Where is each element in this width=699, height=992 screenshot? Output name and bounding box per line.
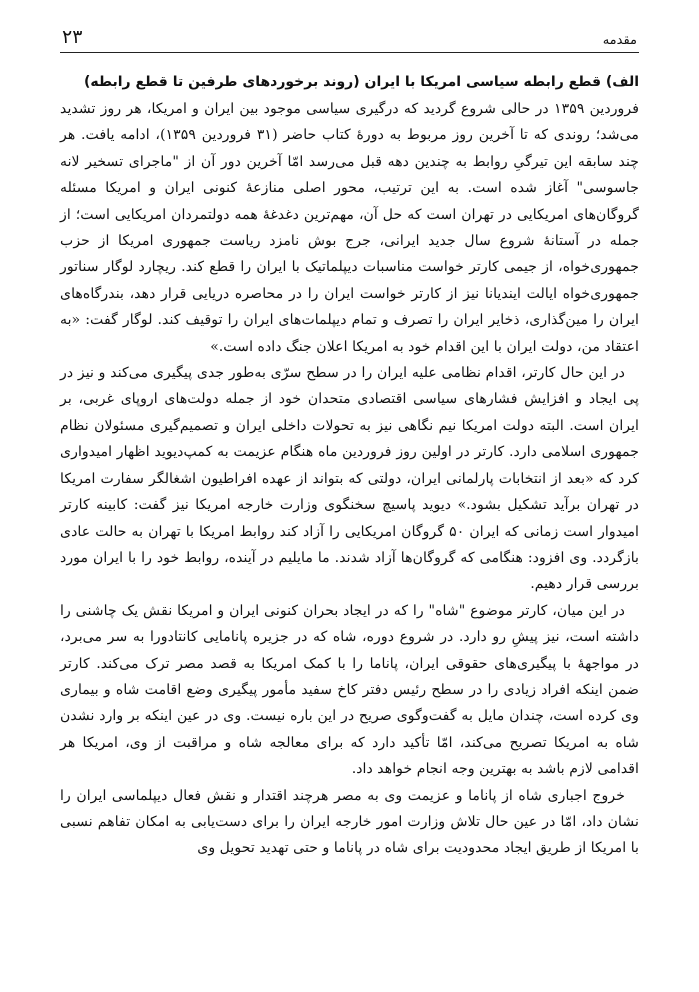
section-heading: الف) قطع رابطه سیاسی امریکا با ایران (روند برخوردهای طرفین تا قطع رابطه) [83, 74, 639, 90]
chapter-title: مقدمه [602, 33, 637, 48]
book-page [60, 20, 639, 862]
paragraph-4: خروج اجباری شاه از پاناما و عزیمت وی به مصر هرچند اقتدار و نقش فعال دیپلماسی ایران را نشان داد، امّا در عین حال تلاش وزارت امور خارجه ایران را برای دست‌یابی به امکان تفاهم نسبی با امریکا از طریق ایجاد محدودیت برای شاه در پاناما و حتی تهدید تحویل وی [60, 787, 639, 857]
running-header [60, 20, 639, 53]
page-number: ۲۳ [62, 26, 83, 48]
paragraph-2: در این حال کارتر، اقدام نظامی علیه ایران را در سطح سرّی به‌طور جدی پیگیری می‌کند و نیز در پی ایجاد و افزایش فشارهای سیاسی اقتصادی متحدان خود از جمله دولت‌های اروپای غربی، بر ایران است. البته دولت امریکا نیم نگاهی نیز به تحولات داخلی ایران و تصمیم‌گیری مسئولان نظام جمهوری اسلامی دارد. کارتر در اولین روز فروردین ماه هنگام عزیمت به کمپ‌دیوید اظهار امیدواری کرد که «بعد از انتخابات پارلمانی ایران، دولتی که بتواند از عهده افراطیون اشغالگر سفارت امریکا در تهران برآید تشکیل بشود.» دیوید پاسیچ سخنگوی وزارت خارجه امریکا نیز گفت: کابینه کارتر امیدوار است زمانی که ایران ۵۰ گروگان امریکایی را آزاد کند روابط امریکا با تهران به حالت عادی بازگردد. وی افزود: هنگامی که گروگان‌ها آزاد شدند. ما مایلیم در آینده، روابط خود را با ایران مورد بررسی قرار دهیم. [60, 365, 639, 593]
paragraph-3: در این میان، کارتر موضوع "شاه" را که در ایجاد بحران کنونی ایران و امریکا نقش یک چاشنی را داشته است، نیز پیشِ رو دارد. در شروع دوره، شاه که در جزیره پانامایی کانتادورا به سر می‌برد، در مواجههٔ با پیگیری‌های حقوقی ایران، پاناما را با کمک امریکا به قصد مصر ترک می‌کند. کارتر ضمن اینکه افراد زیادی را در سطح رئیس دفتر کاخ سفید مأمور پیگیری وضع اقامت شاه و بیماری وی کرده است، چندان مایل به گفت‌وگوی صریح در این باره نیست. وی در عین اینکه بر وارد نشدن شاه به امریکا تصریح می‌کند، امّا تأکید دارد که برای معالجه شاه و مراقبت از وی، امریکا هر اقدامی لازم باشد به بهترین وجه انجام خواهد داد. [60, 602, 639, 778]
body-text [60, 96, 639, 862]
paragraph-1: فروردین ۱۳۵۹ در حالی شروع گردید که درگیری سیاسی موجود بین ایران و امریکا، هر روز تشدید می‌شد؛ روندی که تا آخرین روز مربوط به دورهٔ کتاب حاضر (۳۱ فروردین ۱۳۵۹)، ادامه یافت. هر چند سابقه این تیرگیِ روابط به چندین دهه قبل می‌رسد امّا آخرین دور آن از "ماجرای تسخیر لانه جاسوسی" آغاز شده است. به این ترتیب، محور اصلی منازعهٔ کنونی ایران و امریکا مسئله گروگان‌های امریکایی در تهران است که حل آن، مهم‌ترین دغدغهٔ همه دولتمردان امریکایی است؛ از جمله در آستانهٔ شروع سال جدید ایرانی، جرج بوش نامزد ریاست جمهوری امریکا از حزب جمهوری‌خواه، از جیمی کارتر خواست مناسبات دیپلماتیک با ایران را قطع کند. ریچارد لوگار سناتور جمهوری‌خواه ایالت ایندیانا نیز از کارتر خواست ایران را در محاصره دریایی قرار دهد، بندرگاه‌های ایران را مین‌گذاری، ذخایر ایران را تصرف و تمام دیپلمات‌های ایران را توقیف کند. لوگار گفت: «به اعتقاد من، دولت ایران با این اقدام خود به امریکا اعلان جنگ داده است.» [60, 101, 640, 355]
